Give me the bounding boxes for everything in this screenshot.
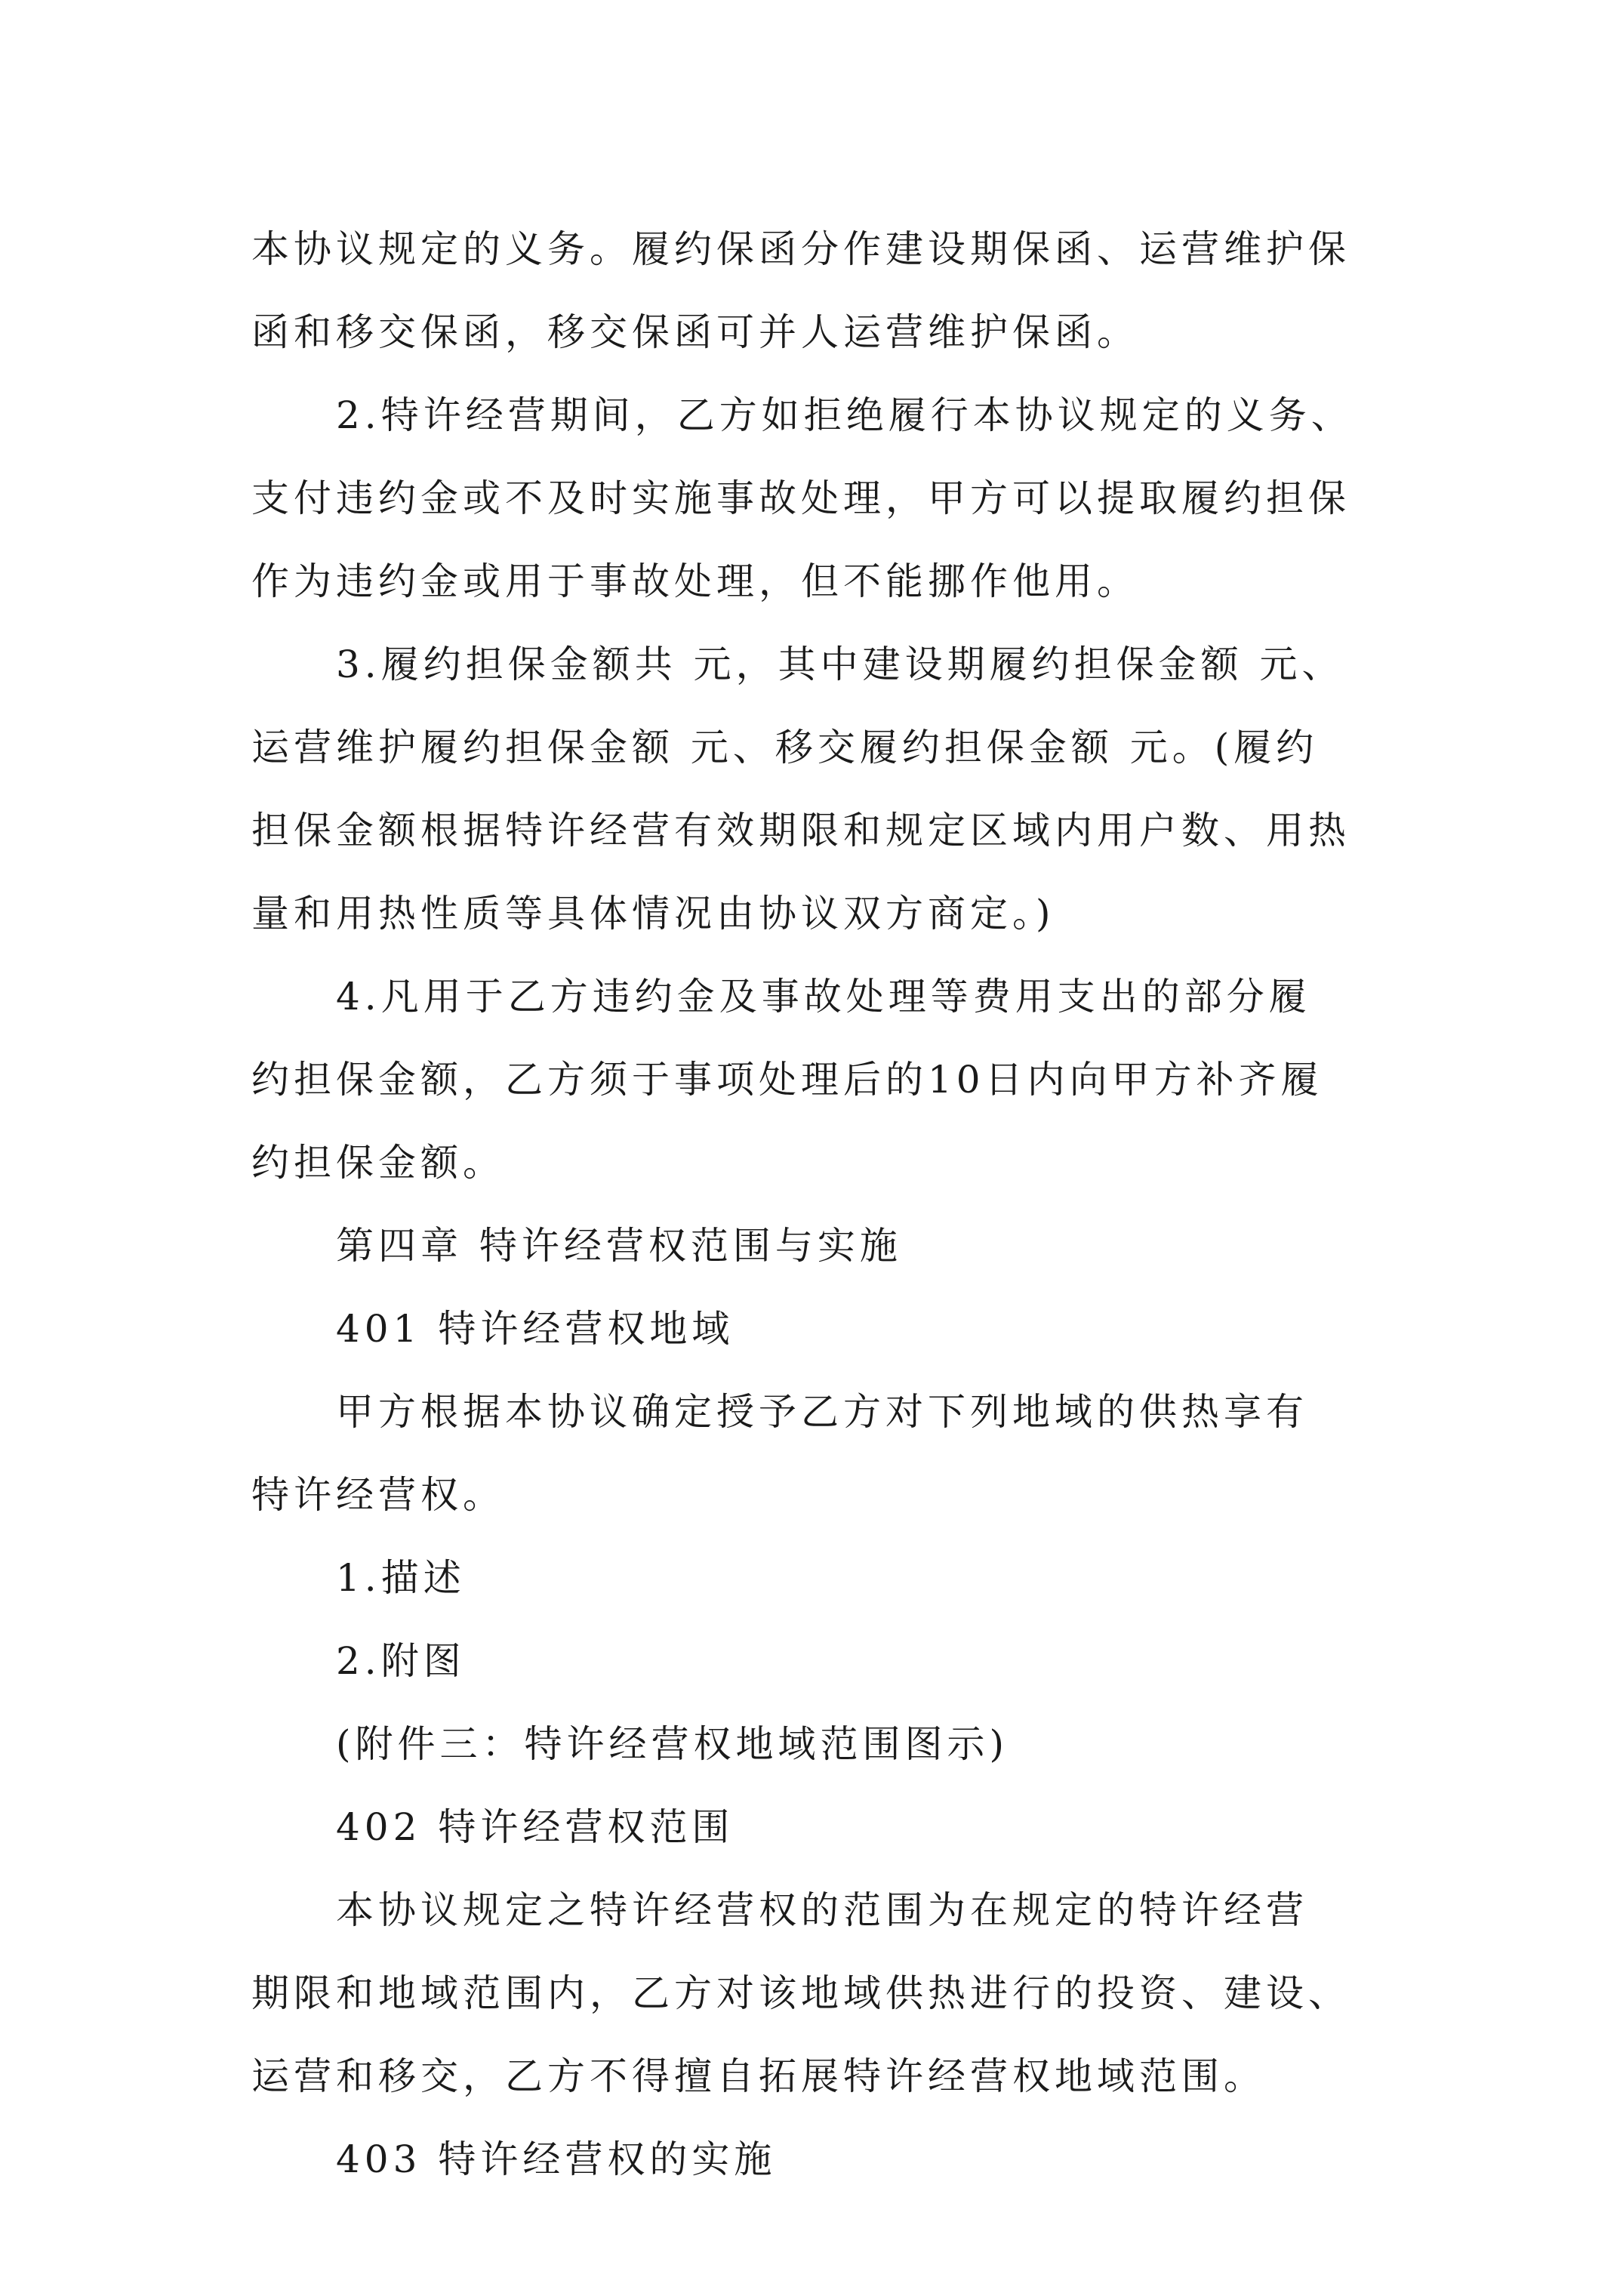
text-line: 担保金额根据特许经营有效期限和规定区域内用户数、用热 xyxy=(251,809,1350,852)
section-heading: 402 特许经营权范围 xyxy=(336,1805,735,1849)
text-line: 约担保金额，乙方须于事项处理后的10日内向甲方补齐履 xyxy=(251,1058,1323,1102)
text-line: 约担保金额。 xyxy=(251,1141,505,1185)
text-line: 甲方根据本协议确定授予乙方对下列地域的供热享有 xyxy=(336,1390,1308,1434)
text-line: 2.特许经营期间，乙方如拒绝履行本协议规定的义务、 xyxy=(336,393,1354,437)
text-line: 期限和地域范围内，乙方对该地域供热进行的投资、建设、 xyxy=(251,1971,1350,2015)
text-line: 支付违约金或不及时实施事故处理，甲方可以提取履约担保 xyxy=(251,476,1350,520)
text-line: 作为违约金或用于事故处理，但不能挪作他用。 xyxy=(251,559,1139,603)
text-line: 4.凡用于乙方违约金及事故处理等费用支出的部分履 xyxy=(336,975,1311,1019)
chapter-heading: 第四章 特许经营权范围与实施 xyxy=(336,1224,902,1268)
text-line: 运营和移交，乙方不得擅自拓展特许经营权地域范围。 xyxy=(251,2054,1266,2098)
section-heading: 403 特许经营权的实施 xyxy=(336,2137,777,2181)
text-line: 函和移交保函，移交保函可并人运营维护保函。 xyxy=(251,310,1139,354)
text-line: (附件三：特许经营权地域范围图示) xyxy=(336,1722,1009,1766)
list-item: 1.描述 xyxy=(336,1556,466,1600)
text-line: 特许经营权。 xyxy=(251,1473,505,1517)
document-body xyxy=(251,208,1384,2201)
text-block xyxy=(251,208,1384,2201)
section-heading: 401 特许经营权地域 xyxy=(336,1307,735,1351)
text-line: 运营维护履约担保金额 元、移交履约担保金额 元。(履约 xyxy=(251,726,1319,769)
text-line: 本协议规定之特许经营权的范围为在规定的特许经营 xyxy=(336,1888,1308,1932)
text-line: 3.履约担保金额共 元，其中建设期履约担保金额 元、 xyxy=(336,643,1344,686)
list-item: 2.附图 xyxy=(336,1639,466,1683)
text-line: 本协议规定的义务。履约保函分作建设期保函、运营维护保 xyxy=(251,227,1350,271)
text-line: 量和用热性质等具体情况由协议双方商定。) xyxy=(251,892,1055,935)
